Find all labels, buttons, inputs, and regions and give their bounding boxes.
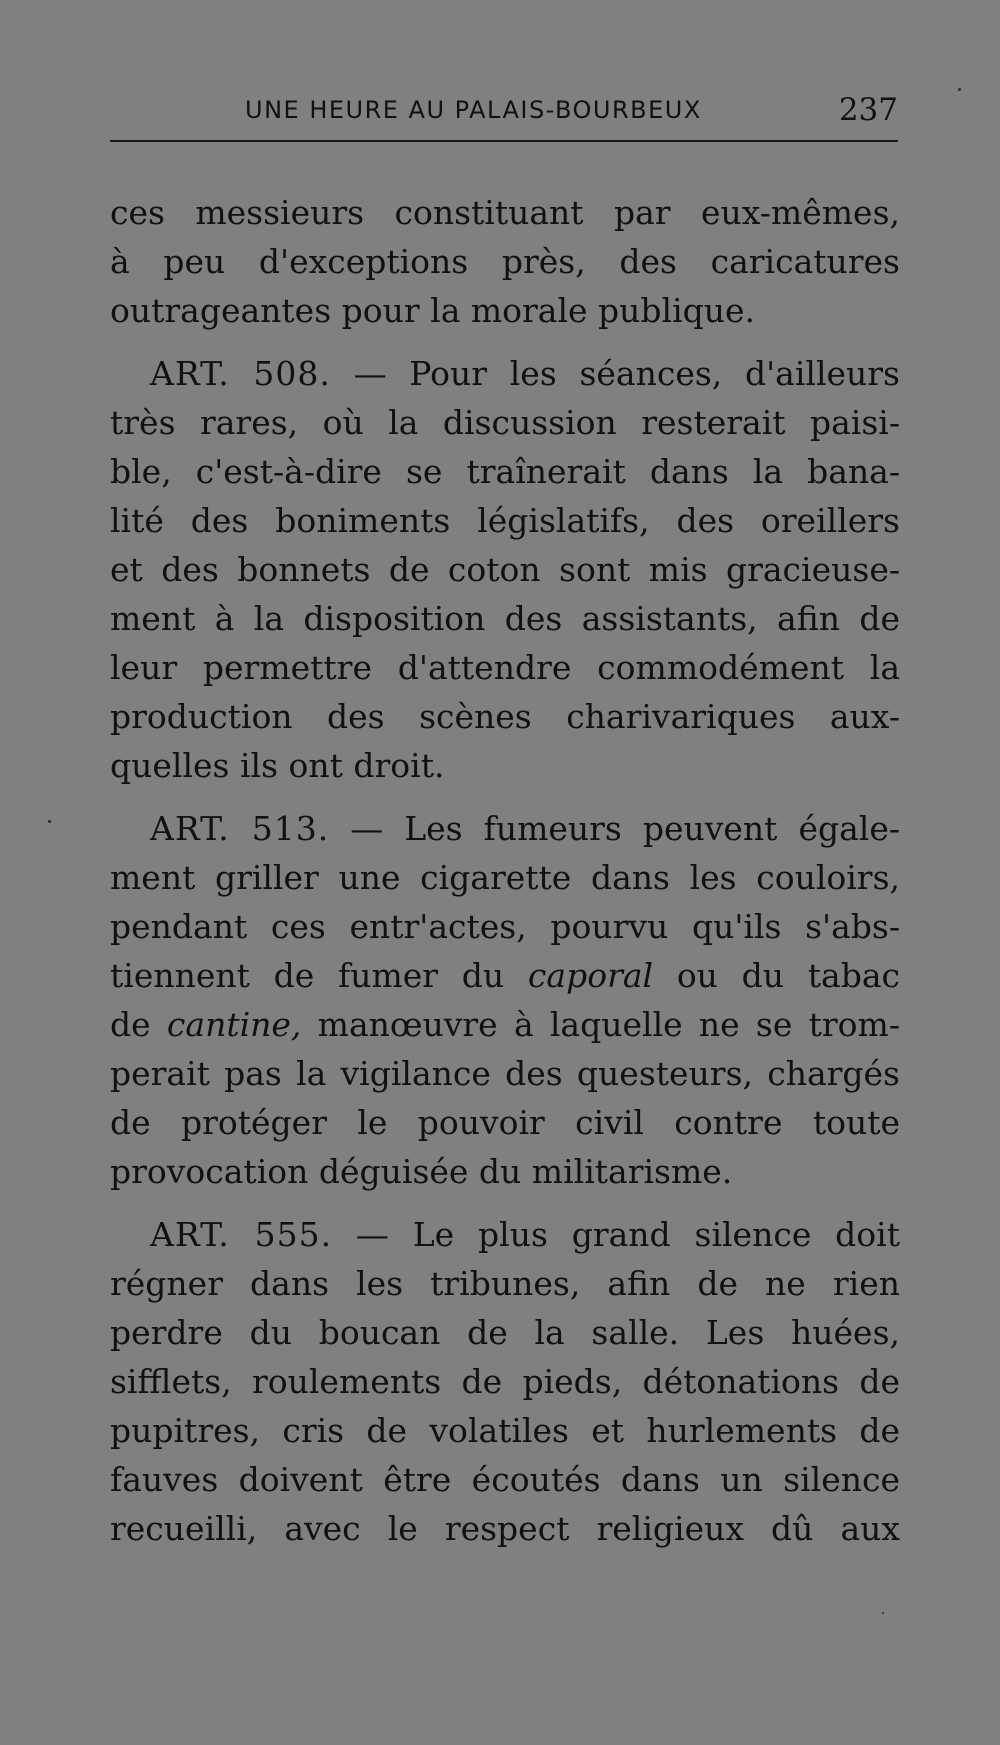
text-line (110, 349, 900, 398)
text-line: régner dans les tribunes, afin de ne rien (110, 1264, 900, 1303)
page-number: 237 (838, 92, 898, 128)
text-line: ment griller une cigarette dans les couloirs, (110, 858, 900, 897)
paragraph-article-555 (110, 1210, 900, 1553)
text-line: ment à la disposition des assistants, afin de (110, 599, 900, 638)
text-line: outrageantes pour la morale publique. (110, 291, 756, 330)
text-line: de protéger le pouvoir civil contre toute (110, 1103, 900, 1142)
body-text (110, 188, 900, 1567)
text-line: quelles ils ont droit. (110, 746, 445, 785)
text-line: à peu d'exceptions près, des caricatures (110, 242, 900, 281)
text-line (110, 951, 900, 1000)
scan-speck (48, 820, 51, 823)
italic-word: cantine, (166, 1005, 302, 1044)
text-line: pendant ces entr'actes, pourvu qu'ils s'abs- (110, 907, 900, 946)
text-fragment: — Le plus grand silence doit (355, 1215, 900, 1254)
text-line: ces messieurs constituant par eux-mêmes, (110, 193, 900, 232)
text-line: recueilli, avec le respect religieux dû aux (110, 1509, 900, 1548)
text-line (110, 1210, 900, 1259)
italic-word: caporal (527, 956, 654, 995)
text-line: sifflets, roulements de pieds, détonations de (110, 1362, 900, 1401)
text-fragment: tiennent de fumer du (110, 956, 505, 995)
text-line: lité des boniments législatifs, des oreillers (110, 501, 900, 540)
paragraph-article-513 (110, 804, 900, 1196)
text-fragment: de (110, 1005, 151, 1044)
article-number: ART. 508. (150, 354, 331, 393)
header-rule (110, 140, 898, 142)
text-fragment: manœuvre à laquelle ne se trom- (317, 1005, 900, 1044)
article-number: ART. 555. (150, 1215, 333, 1254)
text-fragment: — Pour les séances, d'ailleurs (353, 354, 900, 393)
paragraph-article-508 (110, 349, 900, 790)
text-line: fauves doivent être écoutés dans un silence (110, 1460, 900, 1499)
text-line: très rares, où la discussion resterait paisi- (110, 403, 900, 442)
article-number: ART. 513. (150, 809, 330, 848)
text-line (110, 1000, 900, 1049)
text-line: pupitres, cris de volatiles et hurlements de (110, 1411, 900, 1450)
text-line: leur permettre d'attendre commodément la (110, 648, 900, 687)
text-line: provocation déguisée du militarisme. (110, 1152, 733, 1191)
scan-speck (958, 88, 961, 91)
running-title: UNE HEURE AU PALAIS-BOURBEUX (245, 96, 702, 124)
text-line: ble, c'est-à-dire se traînerait dans la bana- (110, 452, 900, 491)
text-line (110, 804, 900, 853)
text-line: et des bonnets de coton sont mis gracieuse- (110, 550, 900, 589)
running-head (110, 92, 900, 138)
text-fragment: — Les fumeurs peuvent égale- (350, 809, 901, 848)
text-line: perdre du boucan de la salle. Les huées, (110, 1313, 900, 1352)
text-line: perait pas la vigilance des questeurs, chargés (110, 1054, 900, 1093)
text-line: production des scènes charivariques aux- (110, 697, 900, 736)
text-fragment: ou du tabac (676, 956, 900, 995)
paragraph-continuation (110, 188, 900, 335)
scan-speck (882, 1612, 884, 1614)
